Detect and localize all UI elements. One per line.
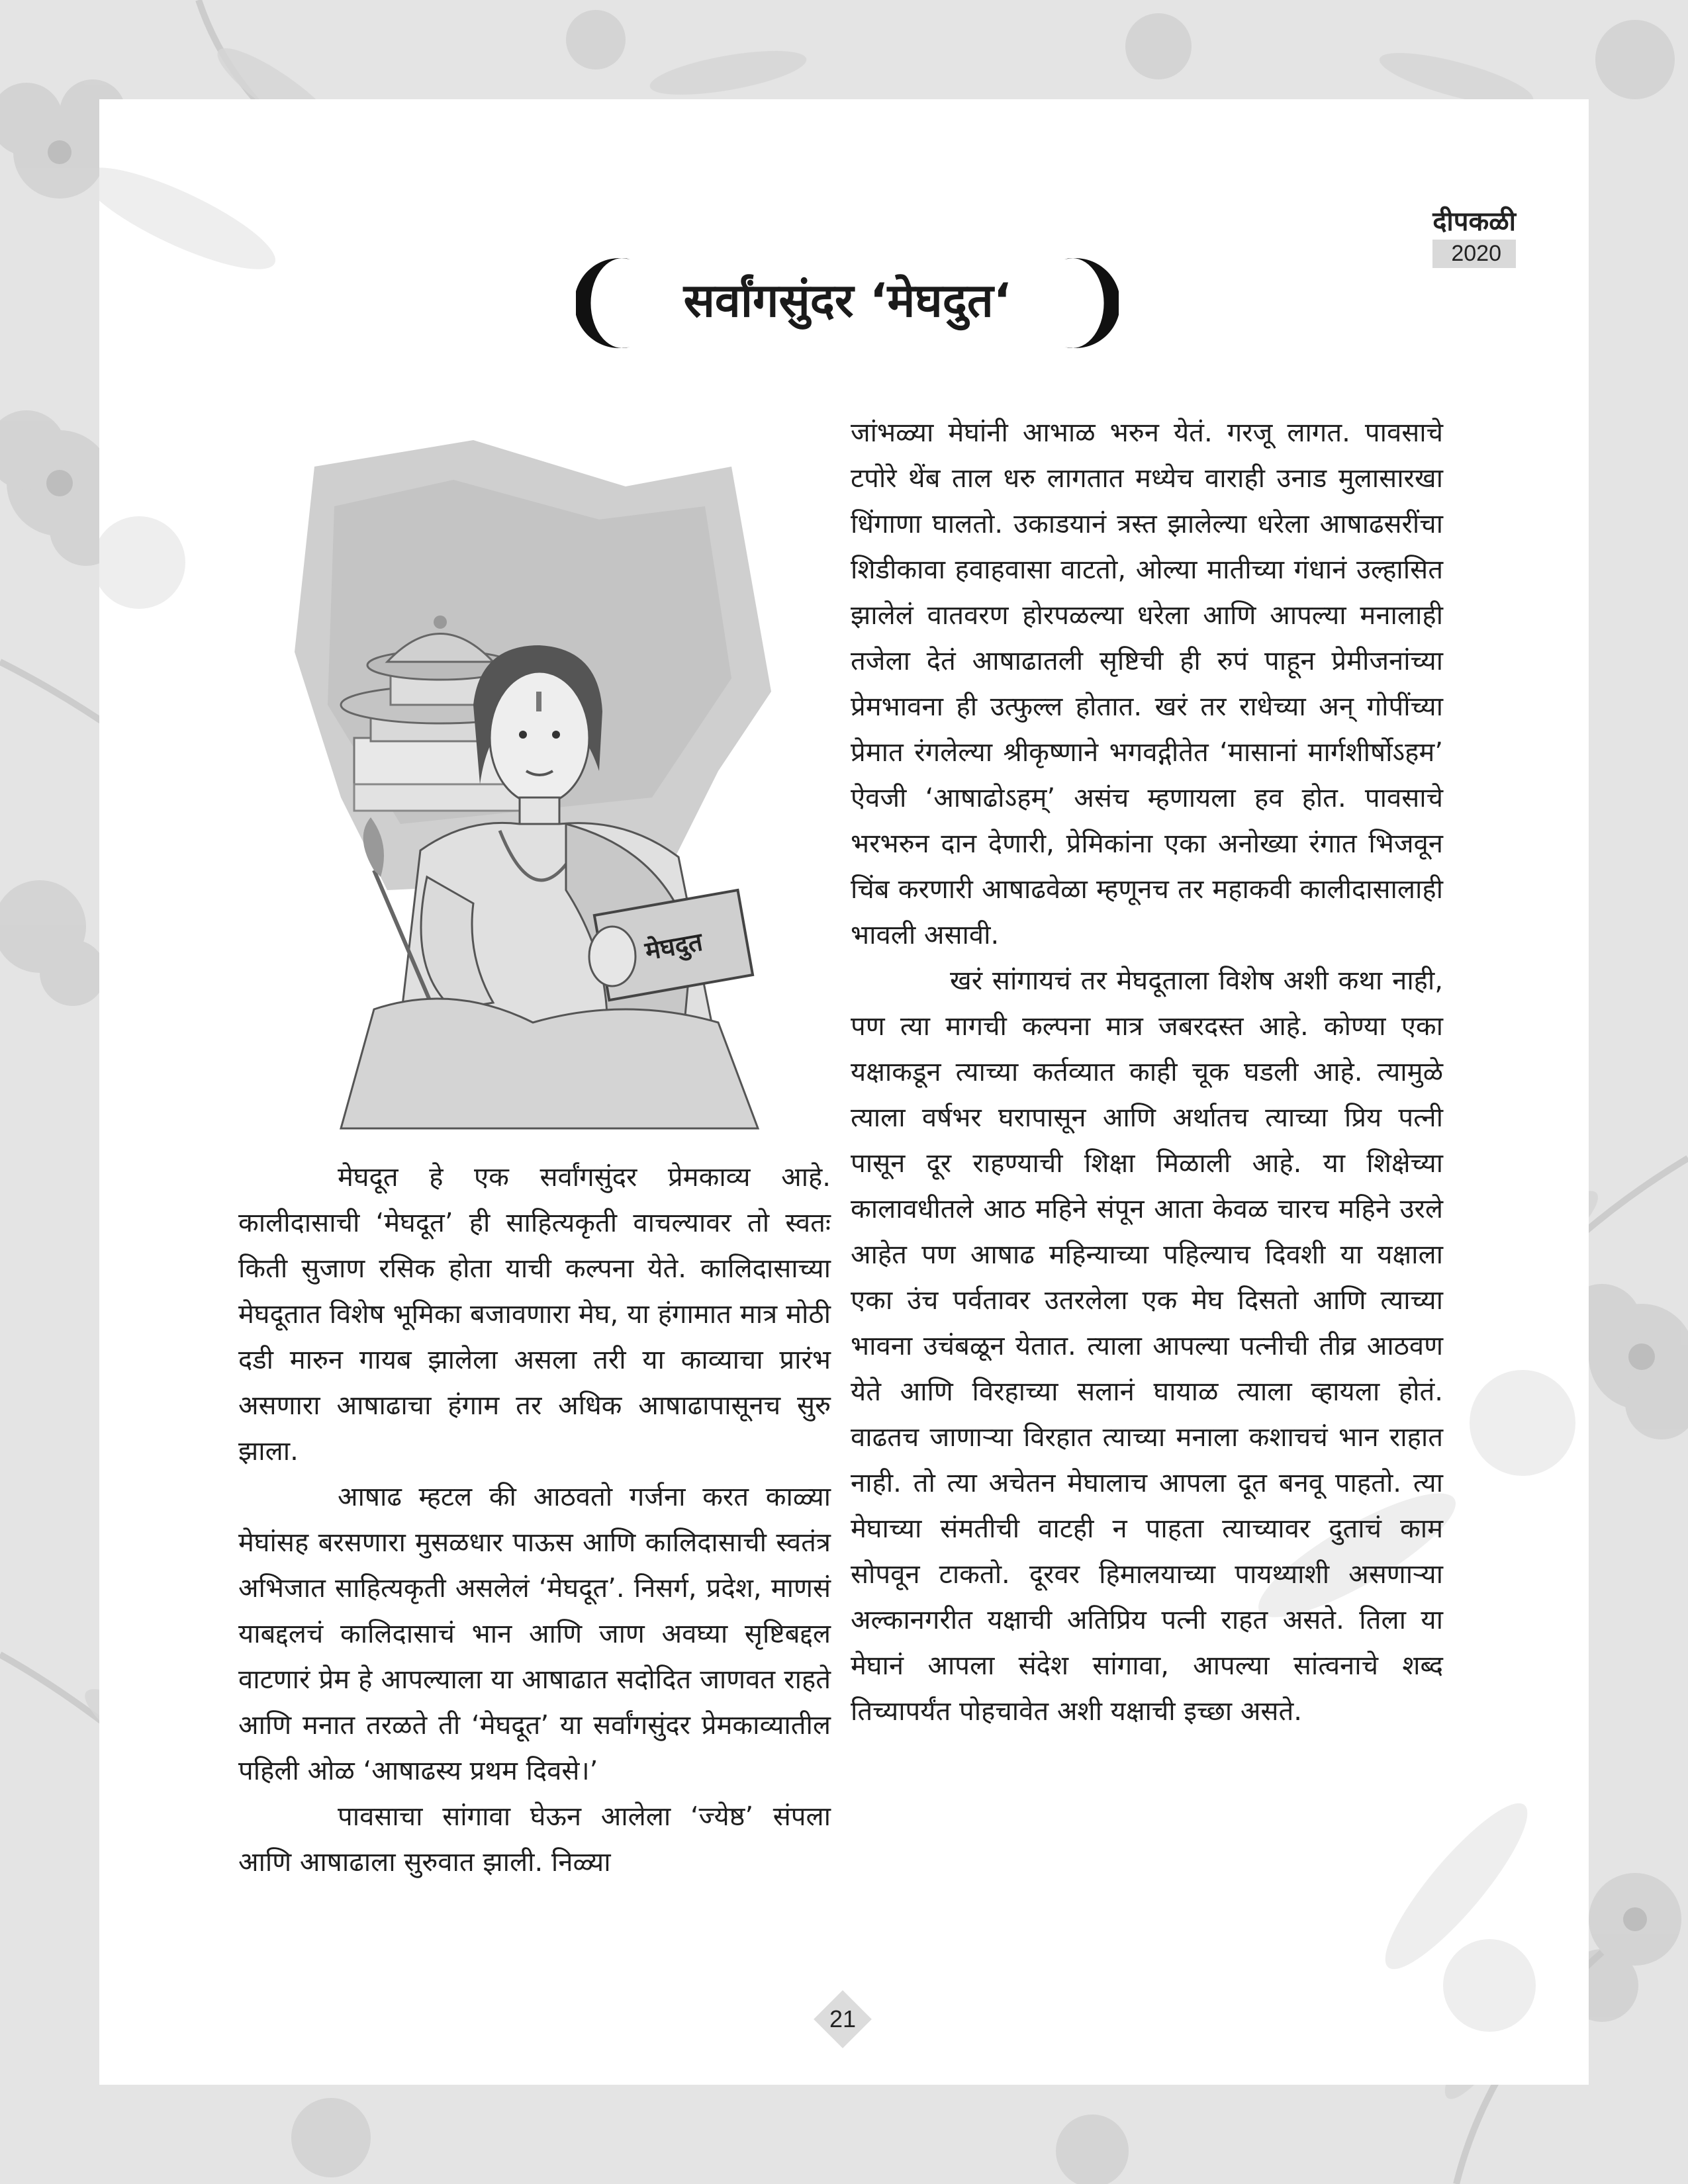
paragraph-1: मेघदूत हे एक सर्वांगसुंदर प्रेमकाव्य आहे. कालीदासाची ‘मेघदूत’ ही साहित्यकृती वाचल्यावर तो स्वतः किती सुजाण रसिक होता याची कल्पना येते. कालिदासाच्या मेघदूतात विशेष भूमिका बजावणारा मेघ, या हंगामात मात्र मोठी दडी मारुन गायब झालेला असला तरी या काव्याचा प्रारंभ असणारा आषाढाचा हंगाम तर अधिक आषाढापासूनच सुरु झाला.	[238, 1162, 831, 1467]
article-left-column	[238, 1155, 831, 1886]
magazine-name: दीपकळी	[1432, 206, 1516, 237]
crescent-left-icon	[576, 257, 642, 349]
paragraph-5: खरं सांगायचं तर मेघदूताला विशेष अशी कथा नाही, पण त्या मागची कल्पना मात्र जबरदस्त आहे. कोण्या एका यक्षाकडून त्याच्या कर्तव्यात काही चूक घडली आहे. त्यामुळे त्याला वर्षभर घरापासून आणि अर्थातच त्याच्या प्रिय पत्नी पासून दूर राहण्याची शिक्षा मिळाली आहे. या शिक्षेच्या कालावधीतले आठ महिने संपून आता केवळ चारच महिने उरले आहेत पण आषाढ महिन्याच्या पहिल्याच दिवशी या यक्षाला एका उंच पर्वतावर उतरलेला एक मेघ दिसतो आणि त्याच्या भावना उचंबळून येतात. त्याला आपल्या पत्नीची तीव्र आठवण येते आणि विरहाच्या सलानं घायाळ त्याला व्हायला होतं. वाढतच जाणाऱ्या विरहात त्याच्या मनाला कशाचचं भान राहात नाही. तो त्या अचेतन मेघालाच आपला दूत बनवू पाहतो. त्या मेघाच्या संमतीची वाटही न पाहता त्याच्यावर दुताचं काम सोपवून टाकतो. दूरवर हिमालयाच्या पायथ्याशी असणाऱ्या अल्कानगरीत यक्षाची अतिप्रिय पत्नी राहत असते. तिला या मेघानं आपला संदेश सांगावा, आपल्या सांत्वनाचे शब्द तिच्यापर्यंत पोहचावेत अशी यक्षाची इच्छा असते.	[851, 966, 1443, 1727]
book-caption: मेघदुत	[643, 927, 705, 966]
paragraph-4: जांभळ्या मेघांनी आभाळ भरुन येतं. गरजू लागत. पावसाचे टपोरे थेंब ताल धरु लागतात मध्येच वाराही उनाड मुलासारखा धिंगाणा घालतो. उकाडयानं त्रस्त झालेल्या धरेला आषाढसरींचा शिडीकावा हवाहवासा वाटतो, ओल्या मातीच्या गंधानं उल्हासित झालेलं वातवरण होरपळल्या धरेला आणि आपल्या मनालाही तजेला देतं आषाढातली सृष्टिची ही रुपं पाहून प्रेमीजनांच्या प्रेमभावना ही उत्फुल्ल होतात. खरं तर राधेच्या अन् गोपींच्या प्रेमात रंगलेल्या श्रीकृष्णाने भगवद्गीतेत ‘मासानां मार्गशीर्षोऽहम’ ऐवजी ‘आषाढोऽहम्’ असंच म्हणायला हव होत. पावसाचे भरभरुन दान देणारी, प्रेमिकांना एका अनोख्या रंगात भिजवून चिंब करणारी आषाढवेळा म्हणूनच तर महाकवी कालीदासालाही भावली असावी.	[851, 418, 1443, 950]
magazine-year: 2020	[1432, 240, 1516, 268]
article-right-column	[851, 410, 1443, 1735]
paragraph-3: पावसाचा सांगावा घेऊन आलेला ‘ज्येष्ठ’ संपला आणि आषाढाला सुरुवात झाली. निळ्या	[238, 1801, 831, 1878]
article-title-banner	[576, 257, 1119, 349]
magazine-tag	[1432, 206, 1516, 268]
page-number: 21	[829, 2005, 857, 2032]
crescent-right-icon	[1053, 257, 1119, 349]
paragraph-2: आषाढ म्हटल की आठवतो गर्जना करत काळ्या मेघांसह बरसणारा मुसळधार पाऊस आणि कालिदासाची स्वतंत्र अभिजात साहित्यकृती असलेलं ‘मेघदूत’. निसर्ग, प्रदेश, माणसं याबद्दलचं कालिदासाचं भान आणि जाण अवघ्या सृष्टिबद्दल वाटणारं प्रेम हे आपल्याला या आषाढात सदोदित जाणवत राहते आणि मनात तरळते ती ‘मेघदूत’ या सर्वांगसुंदर प्रेमकाव्यातील पहिली ओळ ‘आषाढस्य प्रथम दिवसे।’	[238, 1482, 831, 1786]
article-title: सर्वांगसुंदर ‘मेघदुत‘	[683, 273, 1011, 328]
kalidasa-illustration	[255, 427, 824, 1148]
